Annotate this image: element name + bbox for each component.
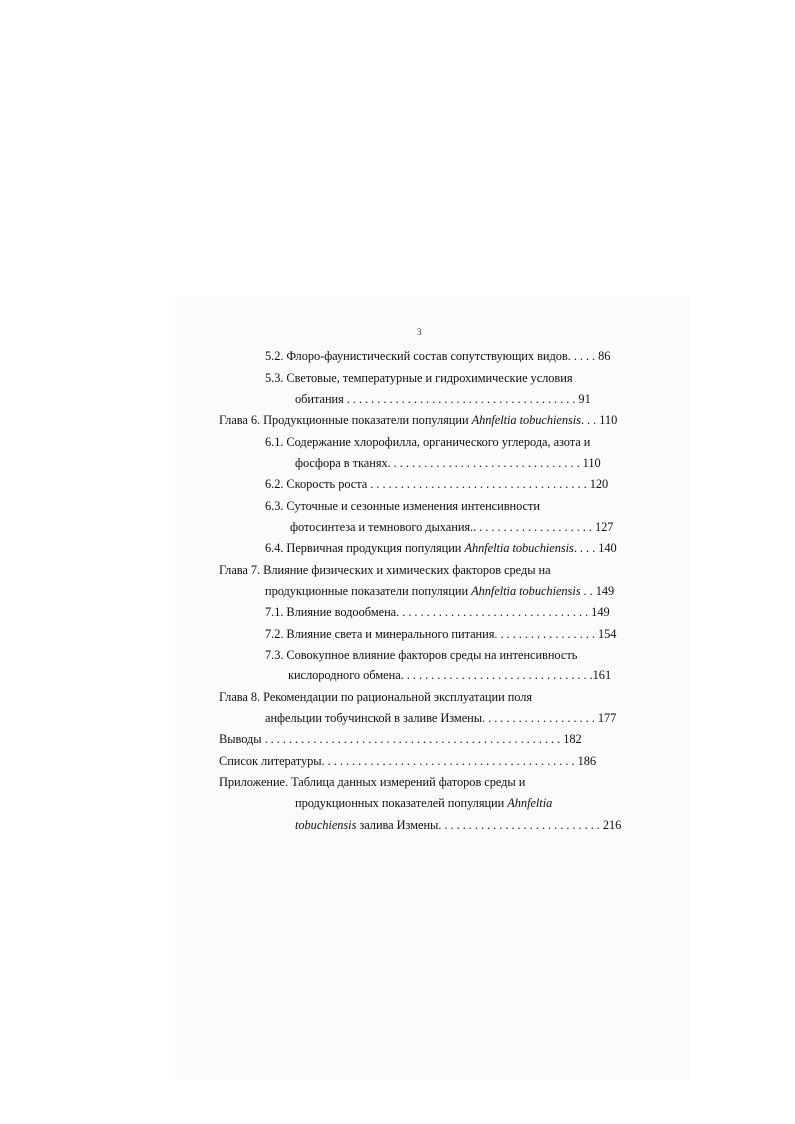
toc-references: Список литературы. . . . . . . . . . . . . . . . . . . . . . . . . . . . . . . . . . . . . . . . . . 186 xyxy=(219,754,596,768)
toc-chapter-7-cont-text: продукционные показатели популяции xyxy=(265,584,472,598)
toc-entry-6-4-text: 6.4. Первичная продукция популяции xyxy=(265,541,465,555)
toc-entry-6-4 xyxy=(265,538,617,558)
toc-entry-7-2: 7.2. Влияние света и минерального питания. . . . . . . . . . . . . . . . . 154 xyxy=(265,627,617,641)
toc-chapter-7: Глава 7. Влияние физических и химических факторов среды на xyxy=(219,563,551,577)
toc-entry-6-1-cont: фосфора в тканях. . . . . . . . . . . . . . . . . . . . . . . . . . . . . . . . 110 xyxy=(295,456,601,470)
toc-entry-5-3: 5.3. Световые, температурные и гидрохимические условия xyxy=(265,371,573,385)
species-name: Ahnfeltia tobuchiensis xyxy=(471,584,581,598)
toc-entry-5-3-cont: обитания . . . . . . . . . . . . . . . . . . . . . . . . . . . . . . . . . . . . . . 91 xyxy=(295,392,591,406)
toc-chapter-6-page: . . . 110 xyxy=(580,413,618,427)
toc-entry-6-3-cont: фотосинтеза и темнового дыхания.. . . . . . . . . . . . . . . . . . . . 127 xyxy=(290,520,614,534)
toc-chapter-8: Глава 8. Рекомендации по рациональной эксплуатации поля xyxy=(219,690,533,704)
toc-entry-7-3: 7.3. Совокупное влияние факторов среды на интенсивность xyxy=(265,648,578,662)
toc-chapter-7-cont xyxy=(265,581,614,601)
toc-entry-6-3: 6.3. Суточные и сезонные изменения интенсивности xyxy=(265,499,540,513)
toc-entry-6-1: 6.1. Содержание хлорофилла, органического углерода, азота и xyxy=(265,435,591,449)
page-number: 3 xyxy=(417,327,422,337)
toc-chapter-6-text: Глава 6. Продукционные показатели популяции xyxy=(219,413,472,427)
toc-entry-7-3-cont: кислородного обмена. . . . . . . . . . . . . . . . . . . . . . . . . . . . . . . .161 xyxy=(288,668,612,682)
toc-entry-7-1: 7.1. Влияние водообмена. . . . . . . . . . . . . . . . . . . . . . . . . . . . . . . . 149 xyxy=(265,605,610,619)
toc-entry-6-2: 6.2. Скорость роста . . . . . . . . . . . . . . . . . . . . . . . . . . . . . . . . . . . . 120 xyxy=(265,477,609,491)
toc-chapter-6 xyxy=(219,410,617,430)
toc-chapter-7-cont-page: . . 149 xyxy=(580,584,615,598)
species-name: Ahnfeltia tobuchiensis xyxy=(464,541,574,555)
toc-chapter-8-cont: анфельции тобучинской в заливе Измены. . . . . . . . . . . . . . . . . . . 177 xyxy=(265,711,617,725)
toc-conclusions: Выводы . . . . . . . . . . . . . . . . . . . . . . . . . . . . . . . . . . . . . . . . . . . . . . . . . 182 xyxy=(219,732,582,746)
toc-entry-5-2: 5.2. Флоро-фаунистический состав сопутствующих видов. . . . . 86 xyxy=(265,349,611,363)
species-name: tobuchiensis xyxy=(295,818,357,832)
toc-appendix-cont-2 xyxy=(295,815,621,835)
toc-entry-6-4-page: . . . . 140 xyxy=(573,541,617,555)
toc-appendix-cont-2-text: залива Измены. . . . . . . . . . . . . . . . . . . . . . . . . . . 216 xyxy=(356,818,622,832)
species-name: Ahnfeltia xyxy=(507,796,553,810)
species-name: Ahnfeltia tobuchiensis xyxy=(471,413,581,427)
toc-appendix-cont-text: продукционных показателей популяции xyxy=(295,796,508,810)
toc-appendix-cont xyxy=(295,793,552,813)
toc-appendix: Приложение. Таблица данных измерений фаторов среды и xyxy=(219,775,526,789)
